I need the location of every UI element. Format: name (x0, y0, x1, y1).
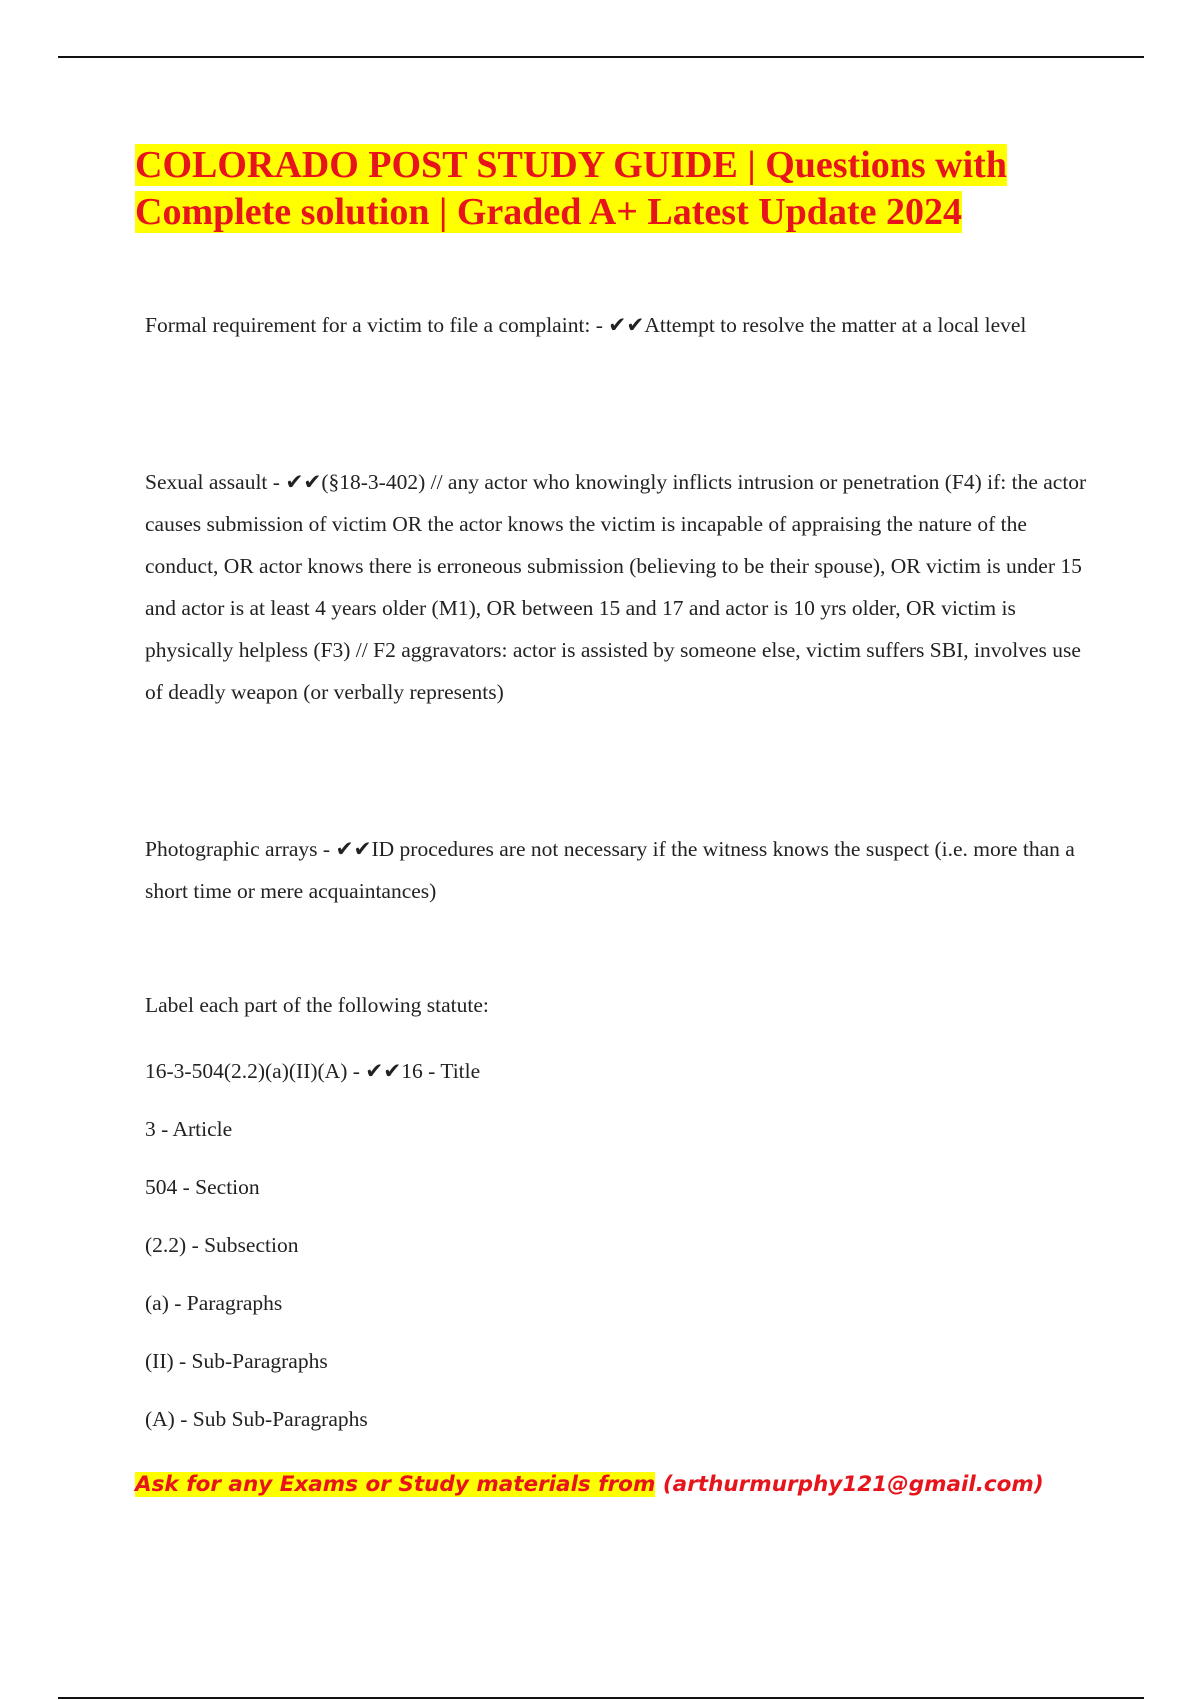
bottom-rule (58, 1697, 1144, 1699)
qa-item-statute (145, 984, 1090, 1448)
qa-text: Sexual assault - ✔✔(§18-3-402) // any actor who knowingly inflicts intrusion or penetration (F4) if: the actor causes submission of victim OR the actor knows the victim is incapable of appraising the nature of the conduct, OR actor knows there is erroneous submission (believing to be their spouse), OR victim is under 15 and actor is at least 4 years older (M1), OR between 15 and 17 and actor is 10 yrs older, OR victim is physically helpless (F3) // F2 aggravators: actor is assisted by someone else, victim suffers SBI, involves use of deadly weapon (or verbally represents) (145, 470, 1087, 704)
title-line-2: Complete solution | Graded A+ Latest Update 2024 (135, 191, 962, 233)
contact-note-text: Ask for any Exams or Study materials from (135, 1472, 656, 1497)
statute-intro: Label each part of the following statute: (145, 993, 489, 1017)
qa-item-complaint (145, 304, 1090, 346)
statute-line-article: 3 - Article (145, 1117, 233, 1141)
title-line-1: COLORADO POST STUDY GUIDE | Questions with (135, 144, 1007, 186)
qa-text: Formal requirement for a victim to file a complaint: - ✔✔Attempt to resolve the matter at a local level (145, 313, 1027, 337)
statute-line-section: 504 - Section (145, 1175, 260, 1199)
statute-line-sub-sub-paragraphs: (A) - Sub Sub-Paragraphs (145, 1407, 368, 1431)
statute-line-title: 16-3-504(2.2)(a)(II)(A) - ✔✔16 - Title (145, 1059, 481, 1083)
qa-item-sexual-assault (145, 461, 1090, 713)
qa-item-photographic-arrays (145, 828, 1090, 912)
statute-line-paragraphs: (a) - Paragraphs (145, 1291, 283, 1315)
statute-line-subsection: (2.2) - Subsection (145, 1233, 299, 1257)
top-rule (58, 56, 1144, 58)
contact-email[interactable]: (arthurmurphy121@gmail.com) (662, 1472, 1044, 1497)
document-title (135, 142, 1135, 236)
contact-note (135, 1470, 1044, 1500)
statute-line-sub-paragraphs: (II) - Sub-Paragraphs (145, 1349, 328, 1373)
qa-text: Photographic arrays - ✔✔ID procedures are not necessary if the witness knows the suspect (i.e. more than a short time or mere acquaintances) (145, 837, 1075, 903)
